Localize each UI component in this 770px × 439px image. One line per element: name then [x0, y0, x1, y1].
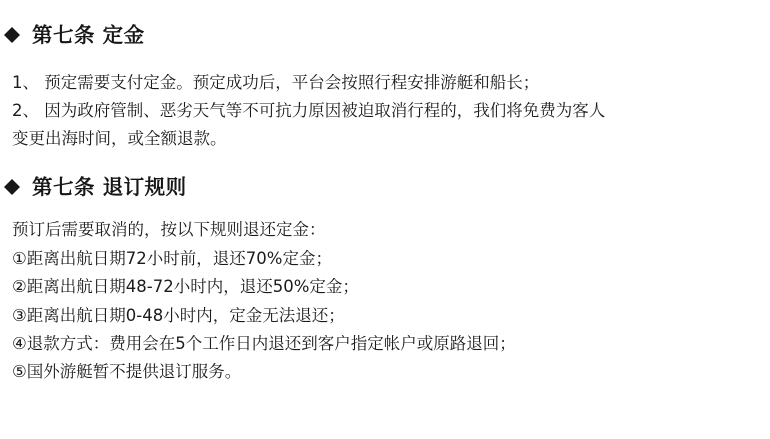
heading-body-spacer	[12, 200, 758, 216]
section-heading-text: 第七条 定金	[32, 23, 145, 47]
section-heading-cancellation	[12, 174, 758, 201]
body-line: ②距离出航日期48-72小时内，退还50%定金；	[12, 277, 359, 297]
body-line: 预订后需要取消的，按以下规则退还定金：	[12, 220, 326, 240]
body-line: ④退款方式：费用会在5个工作日内退还到客户指定帐户或原路退回；	[12, 333, 516, 353]
body-line: 变更出海时间，或全额退款。	[12, 129, 227, 149]
diamond-bullet-icon	[12, 179, 28, 195]
section-body-deposit	[12, 69, 758, 154]
section-gap	[12, 154, 758, 174]
section-heading-deposit	[12, 22, 758, 49]
body-line: 1、 预定需要支付定金。预定成功后，平台会按照行程安排游艇和船长；	[12, 72, 540, 92]
body-line: ⑤国外游艇暂不提供退订服务。	[12, 362, 242, 382]
section-body-cancellation	[12, 216, 758, 386]
body-line: 2、 因为政府管制、恶劣天气等不可抗力原因被迫取消行程的，我们将免费为客人	[12, 101, 606, 121]
section-deposit	[12, 22, 758, 154]
section-cancellation	[12, 174, 758, 387]
section-heading-text: 第七条 退订规则	[32, 174, 187, 199]
body-line: ③距离出航日期0-48小时内，定金无法退还；	[12, 305, 345, 325]
heading-body-spacer	[12, 49, 758, 69]
top-spacer	[12, 8, 758, 22]
diamond-bullet-icon	[12, 27, 28, 43]
body-line: ①距离出航日期72小时前，退还70%定金；	[12, 248, 332, 268]
